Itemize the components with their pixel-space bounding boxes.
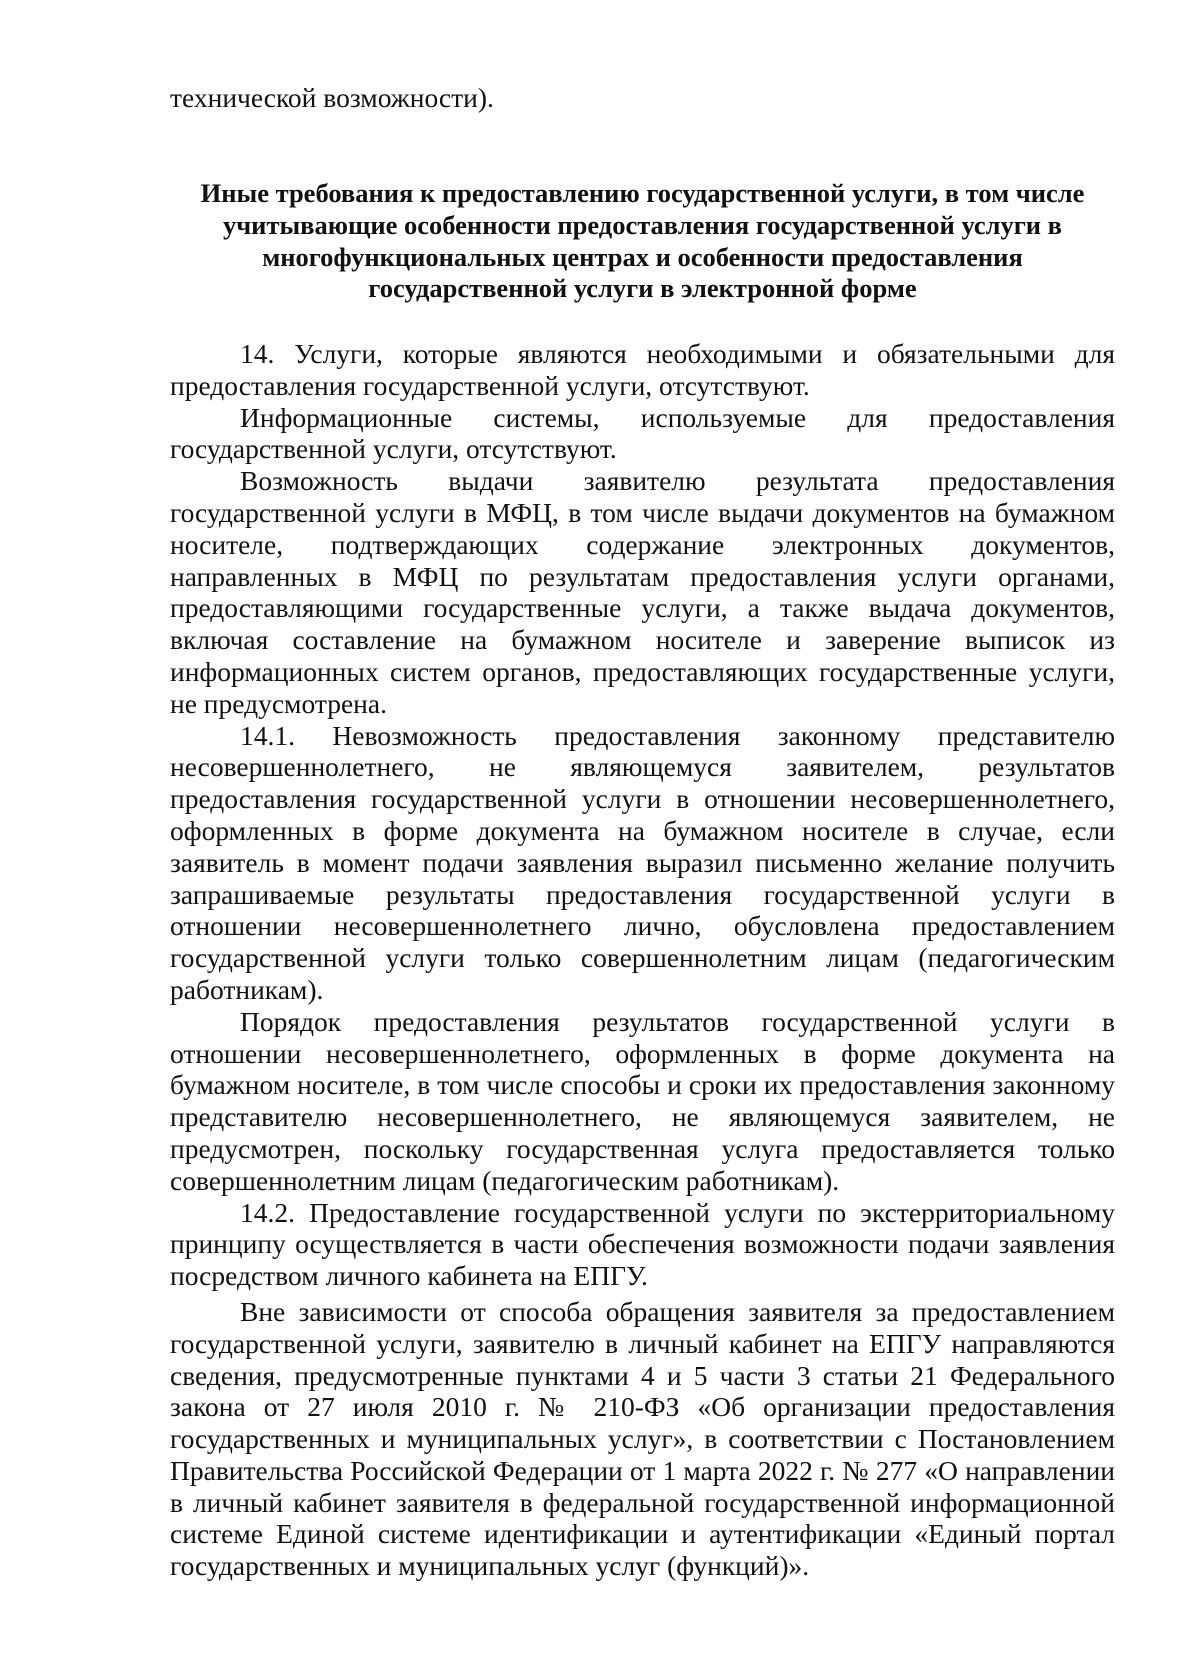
paragraph-14-1: 14.1. Невозможность предоставления законному представителю несовершеннолетнего, не являющемуся заявителем, результатов предоставления государственной услуги в отношении несовершеннолетнего, оформленных в форме документа на бумажном носителе в случае, если заявитель в момент подачи заявления выразил письменно желание получить запрашиваемые результаты предоставления государственной услуги в отношении несовершеннолетнего лично, обусловлена предоставлением государственной услуги только совершеннолетним лицам (педагогическим работникам). [170, 719, 1115, 1005]
paragraph-information-systems: Информационные системы, используемые для предоставления государственной услуги, отсутствуют. [170, 401, 1115, 465]
paragraph-mfc-issuance: Возможность выдачи заявителю результата предоставления государственной услуги в МФЦ, в том числе выдачи документов на бумажном носителе, подтверждающих содержание электронных документов, направленных в МФЦ по результатам предоставления услуги органами, предоставляющими государственные услуги, а также выдача документов, включая составление на бумажном носителе и заверение выписок из информационных систем органов, предоставляющих государственные услуги, не предусмотрена. [170, 465, 1115, 719]
paragraph-epgu-notifications: Вне зависимости от способа обращения заявителя за предоставлением государственной услуги, заявителю в личный кабинет на ЕПГУ направляются сведения, предусмотренные пунктами 4 и 5 части 3 статьи 21 Федерального закона от 27 июля 2010 г. № 210-ФЗ «Об организации предоставления государственных и муниципальных услуг», в соответствии с Постановлением Правительства Российской Федерации от 1 марта 2022 г. № 277 «О направлении в личный кабинет заявителя в федеральной государственной информационной системе Единой системе идентификации и аутентификации «Единый портал государственных и муниципальных услуг (функций)». [170, 1295, 1115, 1582]
paragraph-14-2: 14.2. Предоставление государственной услуги по экстерриториальному принципу осуществляется в части обеспечения возможности подачи заявления посредством личного кабинета на ЕПГУ. [170, 1196, 1115, 1292]
paragraph-results-procedure: Порядок предоставления результатов государственной услуги в отношении несовершеннолетнего, оформленных в форме документа на бумажном носителе, в том числе способы и сроки их предоставления законному представителю несовершеннолетнего, не являющемуся заявителем, не предусмотрен, поскольку государственная услуга предоставляется только совершеннолетним лицам (педагогическим работникам). [170, 1005, 1115, 1196]
paragraph-14: 14. Услуги, которые являются необходимыми и обязательными для предоставления государственной услуги, отсутствуют. [170, 338, 1115, 401]
continuation-text: технической возможности). [170, 82, 494, 113]
continuation-block [170, 82, 1115, 114]
body-text [170, 338, 1115, 1582]
section-heading: Иные требования к предоставлению государственной услуги, в том числе учитывающие особенности предоставления государственной услуги в многофункциональных центрах и особенности предоставления государственной услуги в электронной форме [200, 178, 1085, 304]
